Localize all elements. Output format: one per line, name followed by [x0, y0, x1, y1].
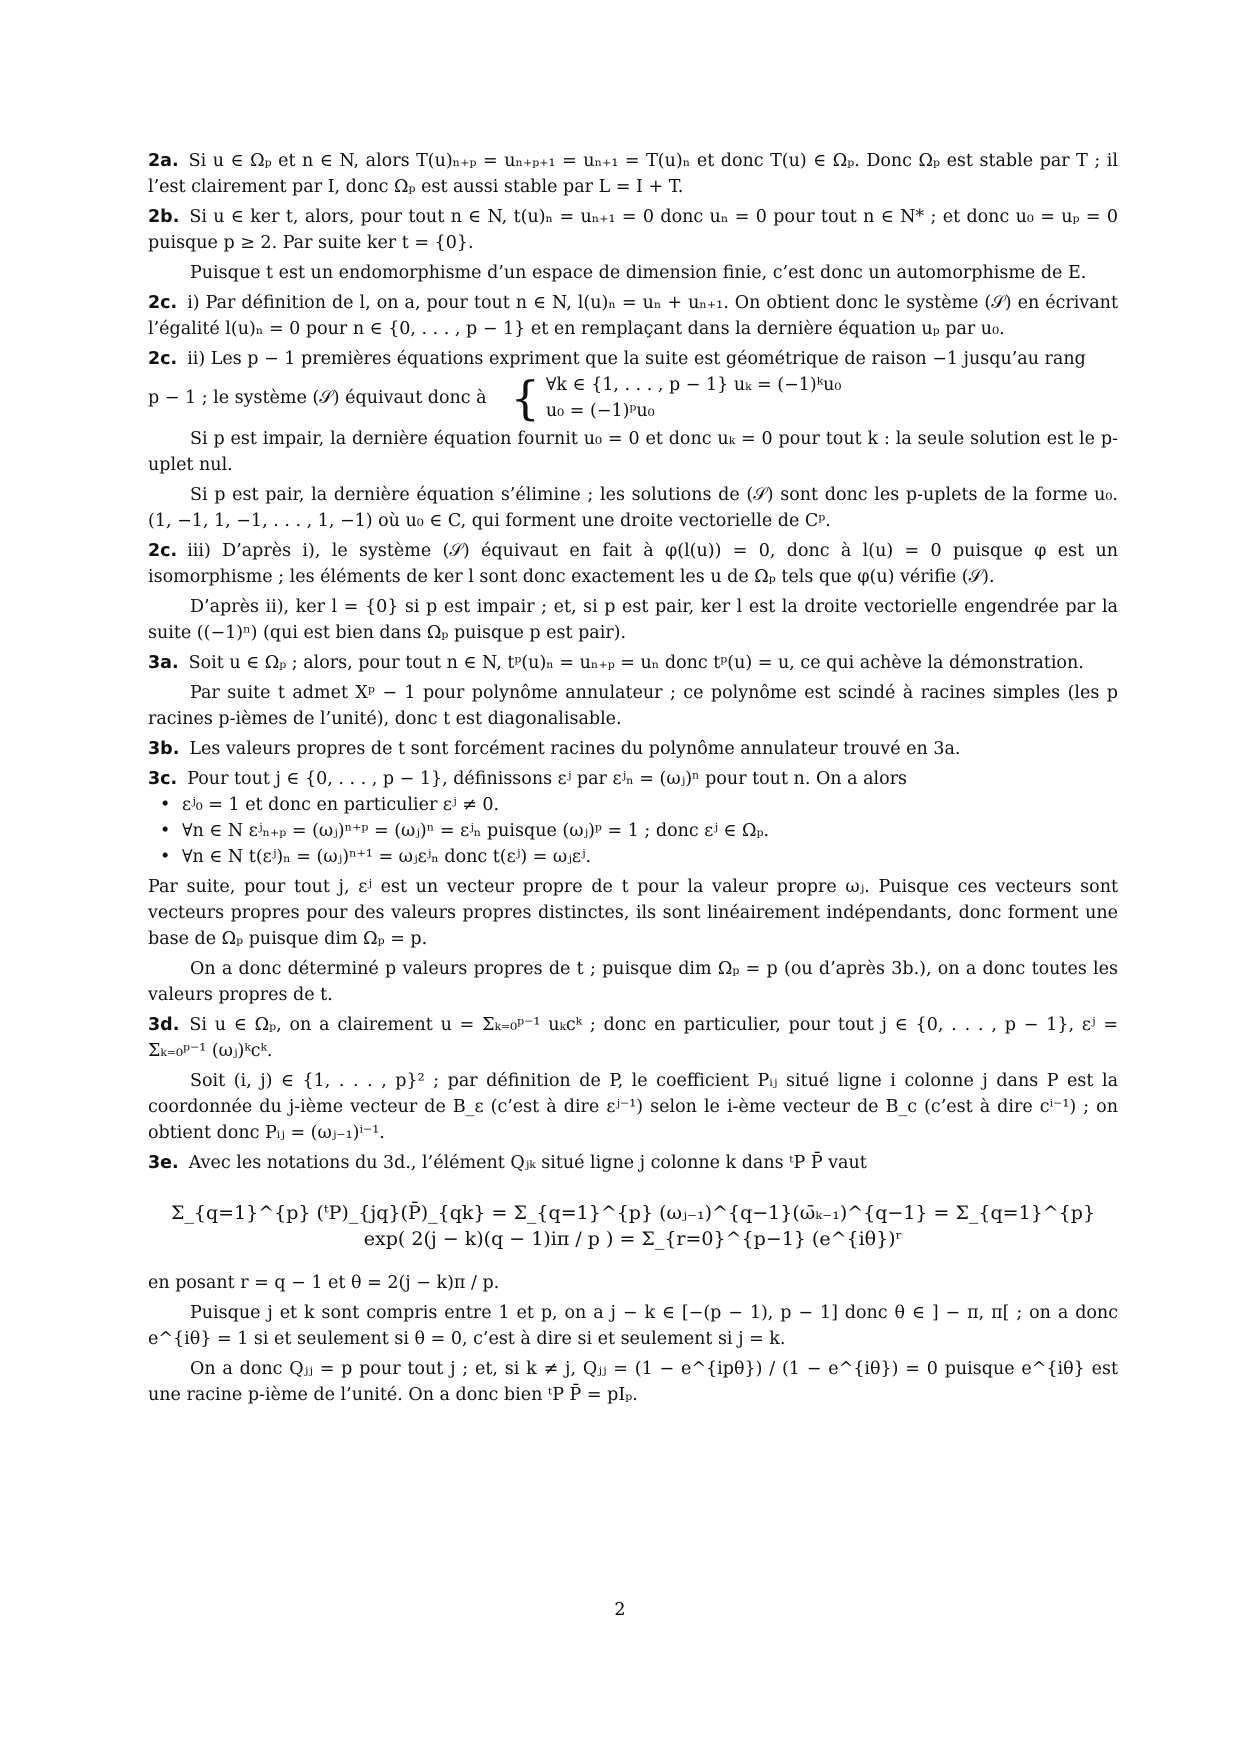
paragraph-3c-cont: Par suite, pour tout j, εʲ est un vecteur propre de t pour la valeur propre ωⱼ. Puisque ces vecteurs sont vecteurs propres pour des valeurs propres distinctes, ils sont linéairement indépendants, donc forment une base de Ωₚ puisque dim Ωₚ = p. — [148, 877, 1118, 949]
paragraph-text: Avec les notations du 3d., l’élément Qⱼₖ situé ligne j colonne k dans ᵗP P̄ vaut — [188, 1153, 867, 1173]
paragraph-text: Si u ∈ Ωₚ, on a clairement u = Σₖ₌₀ᵖ⁻¹ uₖcᵏ ; donc en particulier, pour tout j ∈ {0, . . . , p − 1}, εʲ = Σₖ₌₀ᵖ⁻¹ (ωⱼ)ᵏcᵏ. — [148, 1015, 1118, 1061]
paragraph-3a — [148, 650, 1118, 676]
paragraph-text: Pour tout j ∈ {0, . . . , p − 1}, définissons εʲ par εʲₙ = (ωⱼ)ⁿ pour tout n. On a alors — [187, 769, 908, 789]
paragraph-3b — [148, 736, 1118, 762]
paragraph-3a-cont: Par suite t admet Xᵖ − 1 pour polynôme annulateur ; ce polynôme est scindé à racines simples (les p racines p-ièmes de l’unité), donc t est diagonalisable. — [148, 683, 1118, 729]
list-item: • ∀n ∈ N t(εʲ)ₙ = (ωⱼ)ⁿ⁺¹ = ωⱼεʲₙ donc t(εʲ) = ωⱼεʲ. — [182, 844, 1118, 870]
system-row: ∀k ∈ {1, . . . , p − 1} uₖ = (−1)ᵏu₀ — [545, 375, 842, 395]
section-label: 3c. — [148, 769, 178, 789]
paragraph-2a — [148, 148, 1118, 200]
list-item: • ∀n ∈ N εʲₙ₊ₚ = (ωⱼ)ⁿ⁺ᵖ = (ωⱼ)ⁿ = εʲₙ puisque (ωⱼ)ᵖ = 1 ; donc εʲ ∈ Ωₚ. — [182, 818, 1118, 844]
paragraph-2b-cont: Puisque t est un endomorphisme d’un espace de dimension finie, c’est donc un automorphisme de E. — [190, 263, 1087, 283]
paragraph-3d — [148, 1012, 1118, 1064]
paragraph-text: ii) Les p − 1 premières équations expriment que la suite est géométrique de raison −1 jusqu’au rang — [187, 349, 1086, 369]
display-equation: Σ_{q=1}^{p} (ᵗP)_{jq}(P̄)_{qk} = Σ_{q=1}^{p} (ωⱼ₋₁)^{q−1}(ω̄ₖ₋₁)^{q−1} = Σ_{q=1}^{p} exp( 2(j − k)(q − 1)iπ / p ) = Σ_{r=0}^{p−1} (e^{iθ})ʳ — [170, 1202, 1096, 1250]
equation-system — [148, 372, 1118, 424]
bullet-list — [148, 792, 1118, 870]
paragraph-3e-cont: en posant r = q − 1 et θ = 2(j − k)π / p. — [148, 1273, 500, 1293]
paragraph-2c-ii-odd: Si p est impair, la dernière équation fournit u₀ = 0 et donc uₖ = 0 pour tout k : la seule solution est le p-uplet nul. — [148, 429, 1118, 475]
section-label: 2a. — [148, 151, 179, 171]
list-item: • εʲ₀ = 1 et donc en particulier εʲ ≠ 0. — [182, 792, 1118, 818]
paragraph-3e-cont2: Puisque j et k sont compris entre 1 et p, on a j − k ∈ [−(p − 1), p − 1] donc θ ∈ ] − π, π[ ; on a donc e^{iθ} = 1 si et seulement si θ = 0, c’est à dire si et seulement si j = k. — [148, 1303, 1118, 1349]
paragraph-2b — [148, 204, 1118, 256]
system-brace: { — [510, 371, 540, 425]
paragraph-2c-i — [148, 290, 1118, 342]
paragraph-3c-cont2: On a donc déterminé p valeurs propres de t ; puisque dim Ωₚ = p (ou d’après 3b.), on a donc toutes les valeurs propres de t. — [148, 959, 1118, 1005]
paragraph-3e-cont3: On a donc Qⱼⱼ = p pour tout j ; et, si k ≠ j, Qⱼⱼ = (1 − e^{ipθ}) / (1 − e^{iθ}) = 0 puisque e^{iθ} est une racine p-ième de l’unité. On a donc bien ᵗP P̄ = pIₚ. — [148, 1359, 1118, 1405]
section-label: 3e. — [148, 1153, 179, 1173]
paragraph-text: Soit u ∈ Ωₚ ; alors, pour tout n ∈ N, tᵖ(u)ₙ = uₙ₊ₚ = uₙ donc tᵖ(u) = u, ce qui achève la démonstration. — [188, 653, 1084, 673]
page-number: 2 — [614, 1600, 626, 1620]
paragraph-text: Si u ∈ Ωₚ et n ∈ N, alors T(u)ₙ₊ₚ = uₙ₊ₚ₊₁ = uₙ₊₁ = T(u)ₙ et donc T(u) ∈ Ωₚ. Donc Ωₚ est stable par T ; il l’est clairement par I, donc Ωₚ est aussi stable par L = I + T. — [148, 151, 1118, 197]
section-label: 2c. — [148, 349, 178, 369]
paragraph-text: i) Par définition de l, on a, pour tout n ∈ N, l(u)ₙ = uₙ + uₙ₊₁. On obtient donc le système (𝒮) en écrivant l’égalité l(u)ₙ = 0 pour n ∈ {0, . . . , p − 1} et en remplaçant dans la dernière équation uₚ par u₀. — [148, 293, 1118, 339]
paragraph-3c — [148, 766, 1118, 792]
section-label: 2c. — [148, 541, 178, 561]
section-label: 3a. — [148, 653, 179, 673]
system-row: u₀ = (−1)ᵖu₀ — [545, 401, 655, 421]
page-content — [148, 148, 1118, 1412]
paragraph-text: Les valeurs propres de t sont forcément racines du polynôme annulateur trouvé en 3a. — [189, 739, 961, 759]
paragraph-text: Si u ∈ ker t, alors, pour tout n ∈ N, t(u)ₙ = uₙ₊₁ = 0 donc uₙ = 0 pour tout n ∈ N* ; et donc u₀ = uₚ = 0 puisque p ≥ 2. Par suite ker t = {0}. — [148, 207, 1118, 253]
paragraph-text: iii) D’après i), le système (𝒮) équivaut en fait à φ(l(u)) = 0, donc à l(u) = 0 puisque φ est un isomorphisme ; les éléments de ker l sont donc exactement les u de Ωₚ tels que φ(u) vérifie (𝒮). — [148, 541, 1118, 587]
paragraph-3e — [148, 1150, 1118, 1176]
paragraph-3d-cont: Soit (i, j) ∈ {1, . . . , p}² ; par définition de P, le coefficient Pᵢⱼ situé ligne i colonne j dans P est la coordonnée du j-ième vecteur de B_ε (c’est à dire εʲ⁻¹) selon le i-ème vecteur de B_c (c’est à dire cⁱ⁻¹) ; on obtient donc Pᵢⱼ = (ωⱼ₋₁)ⁱ⁻¹. — [148, 1071, 1118, 1143]
paragraph-2c-iii — [148, 538, 1118, 590]
paragraph-2c-ii-even: Si p est pair, la dernière équation s’élimine ; les solutions de (𝒮) sont donc les p-uplets de la forme u₀.(1, −1, 1, −1, . . . , 1, −1) où u₀ ∈ C, qui forment une droite vectorielle de Cᵖ. — [148, 485, 1118, 531]
paragraph-2c-ii — [148, 346, 1118, 372]
system-rows — [546, 372, 842, 424]
paragraph-2c-iii-cont: D’après ii), ker l = {0} si p est impair ; et, si p est pair, ker l est la droite vectorielle engendrée par la suite ((−1)ⁿ) (qui est bien dans Ωₚ puisque p est pair). — [148, 597, 1118, 643]
section-label: 3d. — [148, 1015, 180, 1035]
section-label: 2b. — [148, 207, 180, 227]
section-label: 3b. — [148, 739, 180, 759]
system-lead-text: p − 1 ; le système (𝒮) équivaut donc à — [148, 388, 487, 408]
section-label: 2c. — [148, 293, 178, 313]
